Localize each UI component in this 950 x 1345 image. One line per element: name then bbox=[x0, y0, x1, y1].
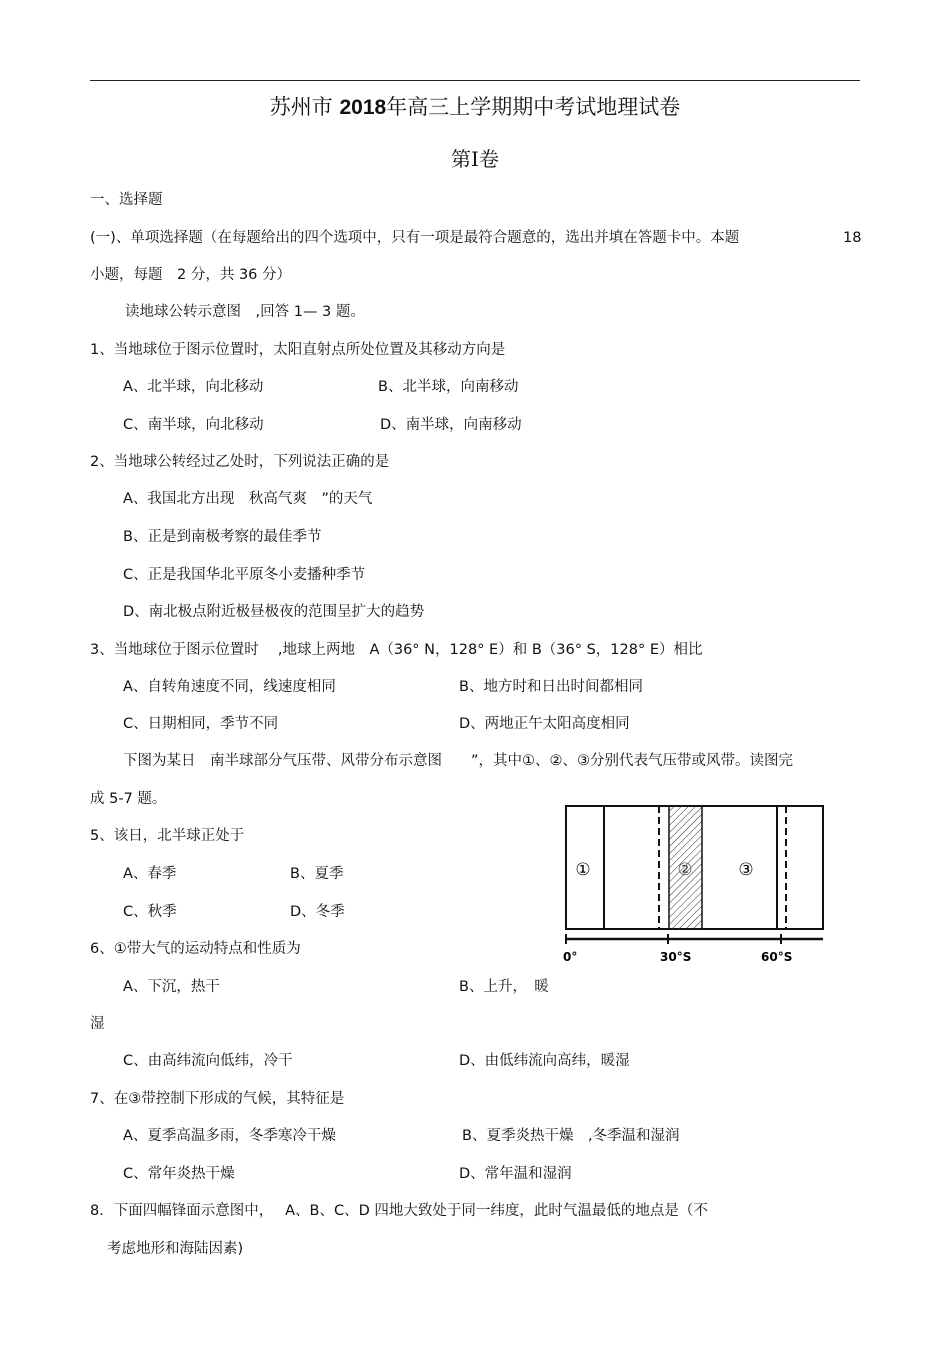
q5-option-c: C、秋季 bbox=[123, 904, 177, 920]
q6-option-b: B、上升， 暖 bbox=[459, 979, 549, 995]
intro2-line-2: 成 5-7 题。 bbox=[90, 791, 167, 807]
q3-option-a: A、自转角速度不同，线速度相同 bbox=[123, 679, 336, 695]
instruction-line-2: 小题，每题 2 分，共 36 分） bbox=[90, 267, 292, 283]
pressure-belt-diagram bbox=[555, 798, 845, 973]
volume-subtitle: 第Ⅰ卷 bbox=[451, 147, 499, 171]
q1-stem: 1、当地球位于图示位置时，太阳直射点所处位置及其移动方向是 bbox=[90, 342, 506, 358]
q7-option-a: A、夏季高温多雨，冬季寒冷干燥 bbox=[123, 1128, 336, 1144]
q2-stem: 2、当地球公转经过乙处时，下列说法正确的是 bbox=[90, 454, 390, 470]
q5-option-a: A、春季 bbox=[123, 866, 177, 882]
instruction-number: 18 bbox=[843, 230, 862, 246]
q3-option-d: D、两地正午太阳高度相同 bbox=[459, 716, 630, 732]
q1-option-c: C、南半球，向北移动 bbox=[123, 417, 264, 433]
section-heading: 一、选择题 bbox=[90, 192, 163, 208]
q7-option-b: B、夏季炎热干燥 ,冬季温和湿润 bbox=[462, 1128, 680, 1144]
q7-option-d: D、常年温和湿润 bbox=[459, 1166, 572, 1182]
q6-option-b-wrap: 湿 bbox=[90, 1016, 105, 1032]
tick-label-0: 0° bbox=[563, 950, 578, 964]
q6-option-d: D、由低纬流向高纬，暖湿 bbox=[459, 1053, 630, 1069]
q7-option-c: C、常年炎热干燥 bbox=[123, 1166, 235, 1182]
intro2-line-1: 下图为某日 南半球部分气压带、风带分布示意图 ”，其中①、②、③分别代表气压带或风带。读图完 bbox=[123, 753, 794, 769]
q2-option-c: C、正是我国华北平原冬小麦播种季节 bbox=[123, 567, 366, 583]
q6-option-c: C、由高纬流向低纬，冷干 bbox=[123, 1053, 293, 1069]
read-intro: 读地球公转示意图 ,回答 1— 3 题。 bbox=[125, 304, 365, 320]
q2-option-d: D、南北极点附近极昼极夜的范围呈扩大的趋势 bbox=[123, 604, 425, 620]
tick-label-60s: 60°S bbox=[761, 950, 793, 964]
page-title: 苏州市 2018年高三上学期期中考试地理试卷 bbox=[269, 95, 681, 119]
q6-option-a: A、下沉，热干 bbox=[123, 979, 220, 995]
q3-stem: 3、当地球位于图示位置时 ,地球上两地 A（36° N，128° E）和 B（36° S，128° E）相比 bbox=[90, 642, 703, 658]
belt-1-label: ① bbox=[575, 860, 591, 880]
q5-option-d: D、冬季 bbox=[290, 904, 345, 920]
q7-stem: 7、在③带控制下形成的气候，其特征是 bbox=[90, 1091, 345, 1107]
q5-option-b: B、夏季 bbox=[290, 866, 344, 882]
tick-label-30s: 30°S bbox=[660, 950, 692, 964]
belt-2-label: ② bbox=[677, 860, 693, 880]
q8-stem-wrap: 考虑地形和海陆因素) bbox=[107, 1241, 244, 1257]
q2-option-a: A、我国北方出现 秋高气爽 ”的天气 bbox=[123, 491, 373, 507]
header-rule bbox=[90, 80, 860, 81]
q3-option-b: B、地方时和日出时间都相同 bbox=[459, 679, 643, 695]
q8-stem: 8．下面四幅锋面示意图中， A、B、C、D 四地大致处于同一纬度，此时气温最低的地点是（不 bbox=[90, 1203, 708, 1219]
q1-option-a: A、北半球，向北移动 bbox=[123, 379, 264, 395]
q6-stem: 6、①带大气的运动特点和性质为 bbox=[90, 941, 301, 957]
q1-option-d: D、南半球，向南移动 bbox=[380, 417, 522, 433]
q2-option-b: B、正是到南极考察的最佳季节 bbox=[123, 529, 322, 545]
belt-3-label: ③ bbox=[738, 860, 754, 880]
instruction-line-1: (一)、单项选择题（在每题给出的四个选项中，只有一项是最符合题意的，选出并填在答题卡中。本题 bbox=[90, 230, 740, 246]
q3-option-c: C、日期相同，季节不同 bbox=[123, 716, 279, 732]
q1-option-b: B、北半球，向南移动 bbox=[378, 379, 519, 395]
q5-stem: 5、该日，北半球正处于 bbox=[90, 828, 245, 844]
